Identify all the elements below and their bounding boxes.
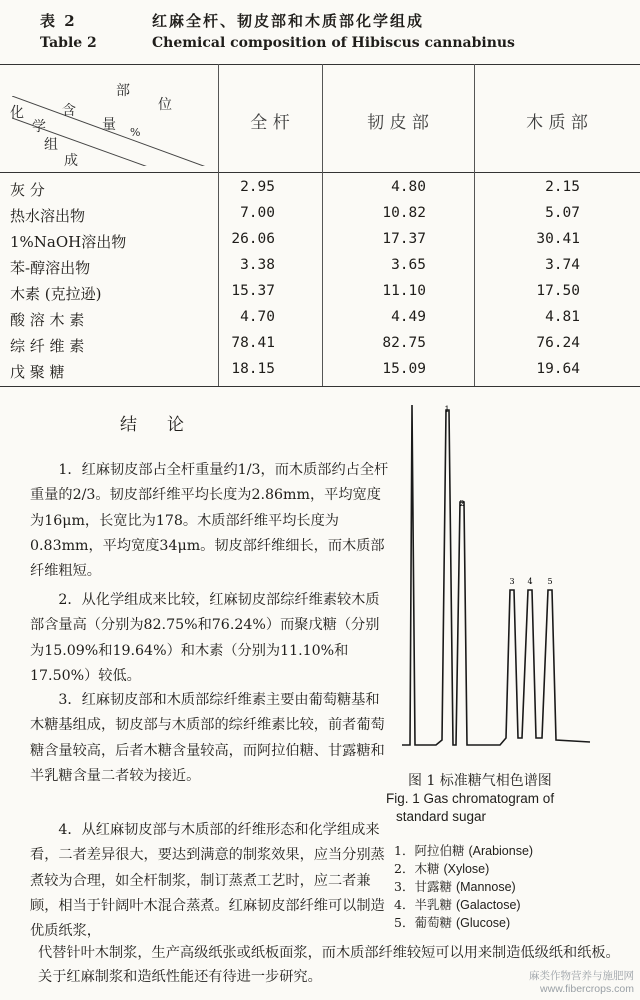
table-header-rule: [0, 172, 640, 173]
corner-composition-1: 化: [10, 105, 24, 121]
table-row: [0, 202, 640, 228]
corner-composition-3: 组: [44, 137, 58, 153]
conclusion-paragraph-2: [30, 588, 390, 689]
table-row: [0, 332, 640, 358]
cell-whole: 3.38: [240, 257, 275, 273]
paragraph-text: 3．红麻韧皮部和木质部综纤维素主要由葡萄糖基和木糖基组成，韧皮部与木质部的综纤维素比较，前者葡萄糖含量较高，后者木糖含量较高，而阿拉伯糖、甘露糖和半乳糖含量二者较为接近。: [30, 692, 385, 784]
row-label: 1%NaOH溶出物: [10, 233, 127, 251]
column-header-bast: 韧 皮 部: [367, 113, 429, 133]
table-row: [0, 228, 640, 254]
table-corner-header: [10, 83, 220, 169]
conclusion-paragraph-4: [30, 818, 390, 944]
legend-cn: 阿拉伯糖: [414, 843, 465, 858]
cell-bast: 17.37: [382, 231, 426, 247]
legend-en: (Xylose): [443, 862, 490, 876]
column-header-core: 木 质 部: [526, 113, 588, 133]
peak-label-4: 4: [527, 577, 533, 586]
row-label: 酸 溶 木 素: [10, 311, 85, 329]
paragraph-text: 2．从化学组成来比较，红麻韧皮部综纤维素较木质部含量高（分别为82.75%和76.24%）而聚戊糖（分别为15.09%和19.64%）和木素（分别为11.10%和17.50%）较低。: [30, 592, 380, 684]
paragraph-text: 1．红麻韧皮部占全杆重量约1/3，而木质部约占全杆重量的2/3。韧皮部纤维平均长度为2.86mm，平均宽度为16μm，长宽比为178。木质部纤维平均长度为0.83mm，平均宽度34μm。韧皮部纤维细长，而木质部纤维粗短。: [30, 462, 389, 580]
figure-caption-en-line-2: standard sugar: [396, 809, 487, 824]
corner-content-3: %: [130, 126, 141, 139]
legend-cn: 甘露糖: [414, 879, 452, 894]
legend-num: 1．: [394, 843, 415, 858]
table-number-en: Table 2: [40, 35, 97, 51]
cell-bast: 15.09: [382, 361, 426, 377]
cell-whole: 2.95: [240, 179, 275, 195]
row-label: 苯-醇溶出物: [10, 259, 91, 277]
watermark-url: www.fibercrops.com: [540, 983, 634, 995]
table-bottom-rule: [0, 386, 640, 387]
chromatogram-trace: [402, 405, 590, 745]
column-header-whole: 全 杆: [250, 113, 290, 133]
conclusion-paragraph-3: [30, 688, 390, 789]
corner-diagonal-lines: [12, 96, 242, 166]
watermark: [529, 970, 634, 996]
cell-bast: 3.65: [391, 257, 426, 273]
cell-whole: 4.70: [240, 309, 275, 325]
conclusion-paragraph-1: [30, 458, 390, 584]
cell-bast: 82.75: [382, 335, 426, 351]
paragraph-text: 4．从红麻韧皮部与木质部的纤维形态和化学组成来看，二者差异很大，要达到满意的制浆效果，应当分别蒸煮较为合理，如全杆制浆，制订蒸煮工艺时，应二者兼顾，相当于针阔叶木混合蒸煮。红麻韧皮部纤维可以制造优质纸浆，: [30, 822, 385, 940]
legend-en: (Arabionse): [468, 844, 534, 858]
row-label: 综 纤 维 素: [10, 337, 85, 355]
legend-item: [394, 842, 533, 860]
cell-whole: 15.37: [231, 283, 275, 299]
cell-core: 76.24: [536, 335, 580, 351]
legend-en: (Galactose): [455, 898, 521, 912]
row-label: 灰 分: [10, 181, 45, 199]
corner-content-1: 含: [62, 103, 76, 119]
legend-cn: 半乳糖: [414, 897, 452, 912]
corner-content-2: 量: [102, 117, 116, 133]
corner-composition-4: 成: [64, 153, 78, 169]
table-row: [0, 358, 640, 384]
table-number-cn: 表 2: [40, 12, 77, 30]
legend-cn: 葡萄糖: [414, 915, 452, 930]
table-row: [0, 306, 640, 332]
cell-whole: 7.00: [240, 205, 275, 221]
section-title-conclusion: 结论: [120, 415, 214, 435]
table-row: [0, 176, 640, 202]
legend-num: 5．: [394, 915, 415, 930]
legend-en: (Mannose): [455, 880, 516, 894]
watermark-cn: 麻类作物营养与施肥网: [529, 970, 634, 982]
row-label: 戊 聚 糖: [10, 363, 65, 381]
peak-label-5: 5: [547, 577, 553, 586]
legend-en: (Glucose): [455, 916, 511, 930]
legend-cn: 木糖: [414, 861, 440, 876]
legend-item: [394, 914, 533, 932]
legend-num: 4．: [394, 897, 415, 912]
cell-whole: 26.06: [231, 231, 275, 247]
legend-num: 2．: [394, 861, 415, 876]
table-row: [0, 280, 640, 306]
legend-num: 3．: [394, 879, 415, 894]
figure-caption-en-line-1: Fig. 1 Gas chromatogram of: [386, 791, 555, 806]
conclusion-wide-line-1: 代替针叶木制浆，生产高级纸张或纸板面浆，而木质部纤维较短可以用来制造低级纸和纸板。: [38, 945, 620, 961]
cell-core: 4.81: [545, 309, 580, 325]
legend-item: [394, 860, 533, 878]
table-top-rule: [0, 64, 640, 65]
row-label: 热水溶出物: [10, 207, 86, 225]
cell-bast: 4.49: [391, 309, 426, 325]
cell-core: 30.41: [536, 231, 580, 247]
peak-label-3: 3: [509, 577, 515, 586]
cell-bast: 4.80: [391, 179, 426, 195]
cell-core: 5.07: [545, 205, 580, 221]
figure-caption-cn: 图 1 标准糖气相色谱图: [408, 773, 552, 789]
cell-core: 2.15: [545, 179, 580, 195]
figure-caption-en: [386, 790, 554, 826]
table-title-en-text: Chemical composition of Hibiscus cannabinus: [152, 35, 515, 51]
cell-core: 19.64: [536, 361, 580, 377]
gas-chromatogram-figure: [400, 400, 600, 768]
legend-item: [394, 896, 533, 914]
cell-bast: 10.82: [382, 205, 426, 221]
cell-core: 3.74: [545, 257, 580, 273]
table-title-cn: [40, 10, 424, 31]
table-row: [0, 254, 640, 280]
peak-label-2: 2: [459, 499, 465, 508]
table-title-en: [40, 35, 515, 51]
figure-legend: [394, 842, 533, 932]
table-title-cn-text: 红麻全杆、韧皮部和木质部化学组成: [152, 12, 425, 30]
cell-core: 17.50: [536, 283, 580, 299]
cell-whole: 18.15: [231, 361, 275, 377]
conclusion-wide-line-2: 关于红麻制浆和造纸性能还有待进一步研究。: [38, 969, 322, 985]
cell-whole: 78.41: [231, 335, 275, 351]
cell-bast: 11.10: [382, 283, 426, 299]
corner-part-2: 位: [158, 97, 172, 113]
legend-item: [394, 878, 533, 896]
peak-label-1: 1: [444, 405, 450, 414]
corner-composition-2: 学: [32, 119, 46, 135]
row-label: 木素 (克拉逊): [10, 285, 102, 303]
corner-part-1: 部: [116, 83, 130, 99]
